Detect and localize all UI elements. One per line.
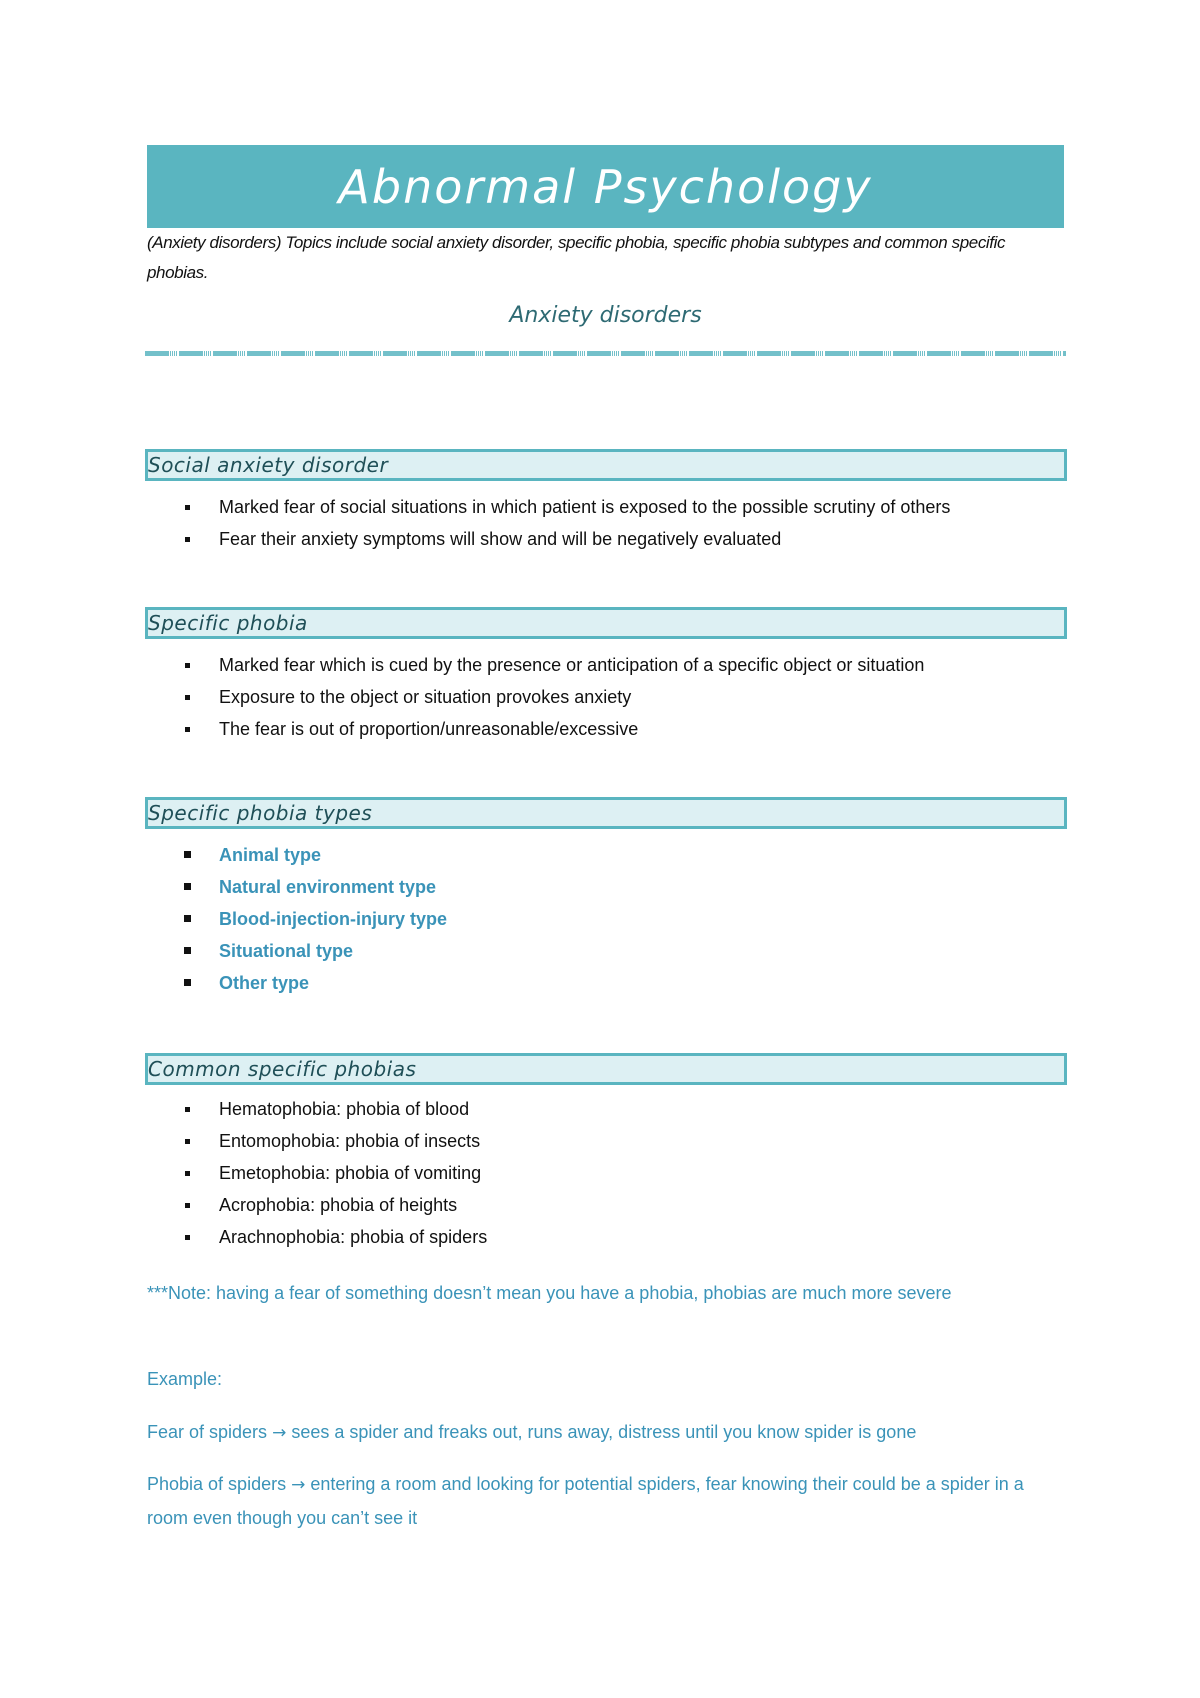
phobia-text: entering a room and looking for potential spiders, fear knowing their could be a spider in a room even though you can’t see it — [147, 1474, 1024, 1528]
heading-social-anxiety-disorder — [145, 449, 1067, 481]
heading-text: Specific phobia types — [148, 801, 373, 825]
note-paragraph: ***Note: having a fear of something doesn’t mean you have a phobia, phobias are much more severe — [147, 1283, 952, 1303]
document-subtitle: (Anxiety disorders) Topics include social anxiety disorder, specific phobia, specific phobia subtypes and common specific phobias. — [147, 233, 1006, 282]
section-divider — [145, 351, 1066, 356]
fear-label: Fear of spiders — [147, 1422, 268, 1442]
list-item: Emetophobia: phobia of vomiting — [0, 1157, 487, 1189]
phobia-example — [147, 1468, 1067, 1535]
list-item: Acrophobia: phobia of heights — [0, 1189, 487, 1221]
heading-text: Specific phobia — [148, 611, 308, 635]
heading-common-specific-phobias — [145, 1053, 1067, 1085]
title-banner — [147, 145, 1064, 228]
arrow-right-icon: → — [291, 1475, 306, 1495]
specific-phobia-list — [0, 649, 924, 745]
list-item: Arachnophobia: phobia of spiders — [0, 1221, 487, 1253]
section-title: Anxiety disorders — [509, 303, 702, 328]
phobia-types-list — [0, 839, 447, 999]
list-item: Blood-injection-injury type — [0, 903, 447, 935]
heading-specific-phobia-types — [145, 797, 1067, 829]
list-item: Natural environment type — [0, 871, 447, 903]
heading-text: Social anxiety disorder — [148, 453, 389, 477]
arrow-right-icon: → — [272, 1423, 287, 1443]
heading-specific-phobia — [145, 607, 1067, 639]
example-label: Example: — [147, 1369, 223, 1389]
document-title: Abnormal Psychology — [338, 159, 873, 214]
list-item: Other type — [0, 967, 447, 999]
common-phobias-list — [0, 1093, 487, 1253]
list-item: Exposure to the object or situation provokes anxiety — [0, 681, 924, 713]
fear-text: sees a spider and freaks out, runs away, distress until you know spider is gone — [291, 1422, 917, 1442]
list-item: Marked fear of social situations in which patient is exposed to the possible scrutiny of others — [0, 491, 950, 523]
list-item: Marked fear which is cued by the presence or anticipation of a specific object or situation — [0, 649, 924, 681]
phobia-label: Phobia of spiders — [147, 1474, 287, 1494]
fear-example — [147, 1416, 1067, 1450]
list-item: Fear their anxiety symptoms will show and will be negatively evaluated — [0, 523, 950, 555]
list-item: Hematophobia: phobia of blood — [0, 1093, 487, 1125]
list-item: Animal type — [0, 839, 447, 871]
list-item: Situational type — [0, 935, 447, 967]
list-item: Entomophobia: phobia of insects — [0, 1125, 487, 1157]
list-item: The fear is out of proportion/unreasonable/excessive — [0, 713, 924, 745]
heading-text: Common specific phobias — [148, 1057, 417, 1081]
social-anxiety-list — [0, 491, 950, 555]
